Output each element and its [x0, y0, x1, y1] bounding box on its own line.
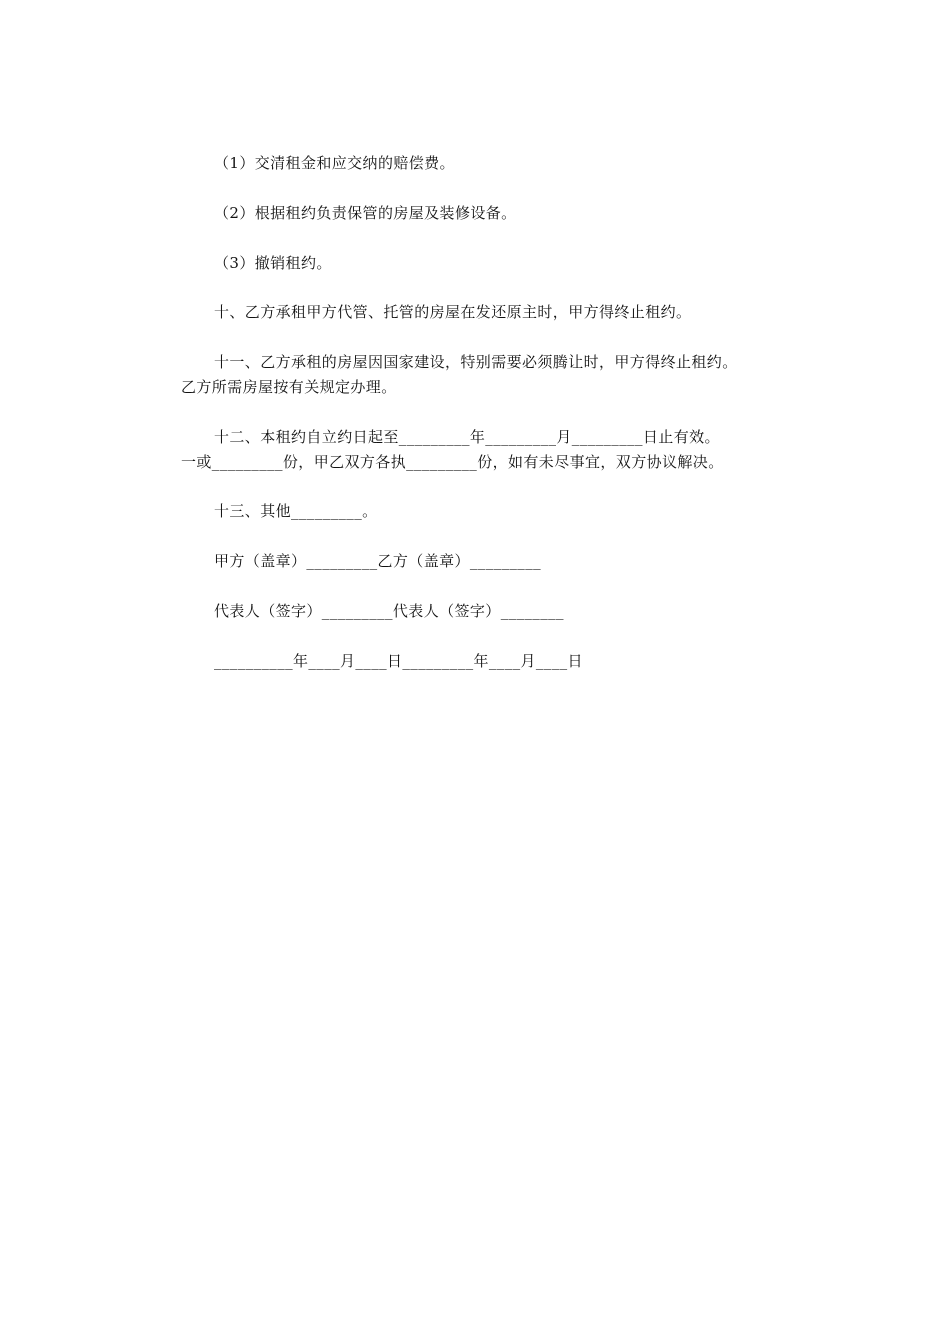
clause-eleven-line-2: 乙方所需房屋按有关规定办理。 — [181, 378, 397, 396]
payment-item: （1）交清租金和应交纳的赔偿费。 — [214, 154, 455, 172]
seal-line: 甲方（盖章）_________乙方（盖章）_________ — [214, 552, 542, 570]
clause-thirteen: 十三、其他_________。 — [214, 502, 378, 520]
signature-line: 代表人（签字）_________代表人（签字）________ — [214, 602, 564, 620]
clause-twelve-line-2: 一或_________份，甲乙双方各执_________份，如有未尽事宜，双方协议解决。 — [181, 453, 724, 471]
clause-ten: 十、乙方承租甲方代管、托管的房屋在发还原主时，甲方得终止租约。 — [214, 303, 692, 321]
custody-item: （2）根据租约负责保管的房屋及装修设备。 — [214, 204, 517, 222]
clause-twelve-line-1: 十二、本租约自立约日起至_________年_________月_________日止有效。 — [214, 428, 720, 446]
revoke-item: （3）撤销租约。 — [214, 254, 332, 272]
date-line: __________年____月____日_________年____月____日 — [214, 652, 583, 670]
clause-eleven-line-1: 十一、乙方承租的房屋因国家建设，特别需要必须腾让时，甲方得终止租约。 — [214, 353, 738, 371]
